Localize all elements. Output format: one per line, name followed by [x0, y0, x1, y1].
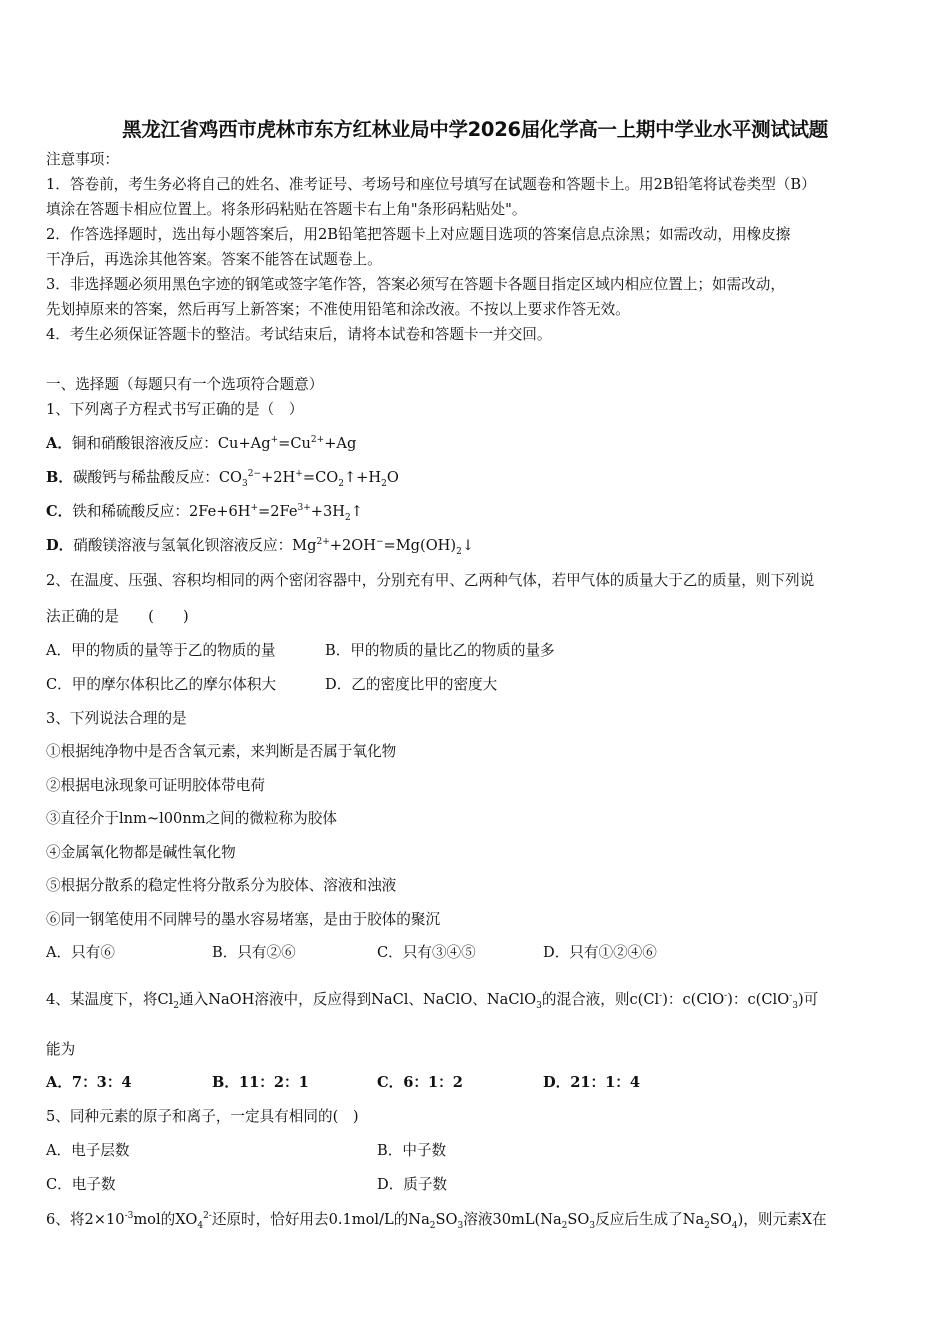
q3-statement-4: ④金属氧化物都是碱性氧化物	[46, 844, 236, 861]
q2-option-b: B．甲的物质的量比乙的物质的量多	[325, 642, 555, 659]
stem-part: 反应后生成了Na	[595, 1211, 705, 1228]
q5-option-c: C．电子数	[46, 1176, 116, 1193]
option-text: 硝酸镁溶液与氢氧化钡溶液反应：	[73, 537, 293, 554]
eq-sup: 2+	[310, 435, 325, 446]
eq-part: Cu+Ag	[217, 435, 271, 452]
stem-part: 溶液30mL(Na	[463, 1211, 562, 1228]
eq-sup: 2−	[247, 469, 262, 480]
q3-option-c: C．只有③④⑤	[377, 944, 476, 961]
stem-sup: 2-	[203, 1211, 212, 1222]
option-text: 铁和稀硫酸反应：	[72, 503, 189, 520]
stem-part: )，则元素X在	[737, 1211, 827, 1228]
option-label: A．	[46, 435, 72, 452]
stem-sup: -	[789, 991, 793, 1002]
stem-part: )：c(ClO	[662, 991, 725, 1008]
stem-sub: 4	[197, 1220, 204, 1231]
eq-part: +2OH	[329, 537, 376, 554]
eq-sup: 3+	[297, 503, 311, 514]
stem-part: SO	[709, 1211, 732, 1228]
stem-part: 的混合液，则c(Cl	[541, 991, 660, 1008]
eq-part: Mg	[292, 537, 317, 554]
eq-part: 2Fe+6H	[188, 503, 251, 520]
q3-statement-1: ①根据纯净物中是否含氧元素，来判断是否属于氧化物	[46, 743, 397, 760]
eq-sub: 2	[381, 478, 387, 489]
q4-option-d: D．21：1：4	[543, 1074, 641, 1091]
eq-sub: 2	[345, 512, 351, 523]
eq-sup: +	[270, 435, 279, 446]
eq-part: ↑+H	[343, 469, 382, 486]
q5-option-a: A．电子层数	[46, 1142, 130, 1159]
q3-statement-2: ②根据电泳现象可证明胶体带电荷	[46, 777, 265, 794]
stem-sub: 4	[731, 1220, 738, 1231]
q4-option-b: B．11：2：1	[212, 1074, 309, 1091]
q4-stem-line-1	[46, 991, 818, 1009]
stem-sub: 2	[429, 1220, 436, 1231]
notice-line-6: 先划掉原来的答案，然后再写上新答案；不准使用铅笔和涂改液。不按以上要求作答无效。	[46, 301, 630, 318]
exam-title: 黑龙江省鸡西市虎林市东方红林业局中学2026届化学高一上期中学业水平测试试题	[122, 118, 828, 141]
stem-sub: 3	[589, 1220, 596, 1231]
stem-part: )可	[797, 991, 819, 1008]
q2-stem-line-1: 2、在温度、压强、容积均相同的两个密闭容器中，分别充有甲、乙两种气体，若甲气体的质量大于乙的质量，则下列说	[46, 572, 815, 589]
notice-line-1: 1．答卷前，考生务必将自己的姓名、准考证号、考场号和座位号填写在试题卷和答题卡上。用2B铅笔将试卷类型（B）	[46, 176, 816, 193]
stem-sub: 3	[457, 1220, 464, 1231]
eq-sub: 3	[242, 478, 248, 489]
stem-sub: 2	[173, 1000, 180, 1011]
eq-sup: 2+	[316, 537, 330, 548]
q3-option-d: D．只有①②④⑥	[543, 944, 657, 961]
option-text: 铜和硝酸银溶液反应：	[71, 435, 218, 452]
option-text: 碳酸钙与稀盐酸反应：	[72, 469, 219, 486]
eq-part: ↑	[350, 503, 364, 520]
eq-sub: 2	[456, 546, 462, 557]
notice-line-2: 填涂在答题卡相应位置上。将条形码粘贴在答题卡右上角"条形码粘贴处"。	[46, 201, 527, 218]
eq-sub: 2	[338, 478, 344, 489]
q6-stem-line-1	[46, 1211, 827, 1229]
stem-sub: 2	[561, 1220, 568, 1231]
eq-part: CO	[218, 469, 243, 486]
eq-part: =CO	[302, 469, 339, 486]
option-label: C．	[46, 503, 73, 520]
eq-sup: −	[375, 537, 384, 548]
stem-sub: 3	[792, 1000, 798, 1011]
q1-option-b	[46, 469, 399, 487]
q4-option-c: C．6：1：2	[377, 1074, 463, 1091]
eq-sup: +	[250, 503, 259, 514]
stem-part: 4、某温度下，将Cl	[46, 991, 174, 1008]
q3-statement-5: ⑤根据分散系的稳定性将分散系分为胶体、溶液和浊液	[46, 877, 397, 894]
stem-part: 通入NaOH溶液中，反应得到NaCl、NaClO、NaClO	[179, 991, 537, 1008]
option-label: D．	[46, 537, 74, 554]
q1-option-a	[46, 435, 356, 453]
q2-option-a: A．甲的物质的量等于乙的物质的量	[46, 642, 276, 659]
stem-part: mol的XO	[133, 1211, 198, 1228]
q5-option-b: B．中子数	[377, 1142, 447, 1159]
stem-sup: -	[659, 991, 663, 1002]
q2-option-d: D．乙的密度比甲的密度大	[325, 676, 498, 693]
eq-part: =Mg(OH)	[383, 537, 457, 554]
q5-option-d: D．质子数	[377, 1176, 448, 1193]
q3-statement-6: ⑥同一钢笔使用不同牌号的墨水容易堵塞，是由于胶体的聚沉	[46, 911, 441, 928]
notice-line-7: 4．考生必须保证答题卡的整洁。考试结束后，请将本试卷和答题卡一并交回。	[46, 326, 552, 343]
q4-stem-line-2: 能为	[46, 1041, 76, 1058]
stem-sub: 3	[536, 1000, 542, 1011]
eq-part: +2H	[261, 469, 296, 486]
stem-sup: -3	[124, 1211, 134, 1222]
notice-line-4: 干净后，再选涂其他答案。答案不能答在试题卷上。	[46, 251, 382, 268]
q2-option-c: C．甲的摩尔体积比乙的摩尔体积大	[46, 676, 277, 693]
eq-sup: +	[295, 469, 303, 480]
q4-option-a: A．7：3：4	[46, 1074, 132, 1091]
stem-part: )：c(ClO	[727, 991, 790, 1008]
stem-sub: 2	[704, 1220, 710, 1231]
q3-option-a: A．只有⑥	[46, 944, 115, 961]
eq-part: ↓	[461, 537, 475, 554]
q3-option-b: B．只有②⑥	[212, 944, 296, 961]
q3-stem: 3、下列说法合理的是	[46, 710, 187, 727]
stem-part: SO	[567, 1211, 590, 1228]
q1-option-c	[46, 503, 363, 521]
eq-part: =Cu	[278, 435, 311, 452]
q1-option-d	[46, 537, 474, 555]
notice-line-5: 3．非选择题必须用黑色字迹的钢笔或签字笔作答，答案必须写在答题卡各题目指定区域内相应位置上；如需改动，	[46, 276, 785, 293]
stem-part: SO	[435, 1211, 458, 1228]
stem-sup: -	[724, 991, 728, 1002]
stem-part: 6、将2×10	[46, 1211, 125, 1228]
eq-part: =2Fe	[258, 503, 298, 520]
q1-stem: 1、下列离子方程式书写正确的是（ ）	[46, 401, 304, 418]
option-label: B．	[46, 469, 73, 486]
q3-statement-3: ③直径介于lnm~l00nm之间的微粒称为胶体	[46, 810, 337, 827]
eq-part: +Ag	[324, 435, 357, 452]
notice-heading: 注意事项：	[46, 151, 119, 168]
q2-stem-line-2: 法正确的是 ( )	[46, 608, 189, 625]
eq-part: O	[386, 469, 399, 486]
notice-line-3: 2．作答选择题时，选出每小题答案后，用2B铅笔把答题卡上对应题目选项的答案信息点涂黑；如需改动，用橡皮擦	[46, 226, 791, 243]
section-heading: 一、选择题（每题只有一个选项符合题意）	[46, 376, 324, 393]
stem-part: 还原时，恰好用去0.1mol/L的Na	[211, 1211, 430, 1228]
q5-stem: 5、同种元素的原子和离子，一定具有相同的( )	[46, 1108, 359, 1125]
eq-part: +3H	[310, 503, 346, 520]
